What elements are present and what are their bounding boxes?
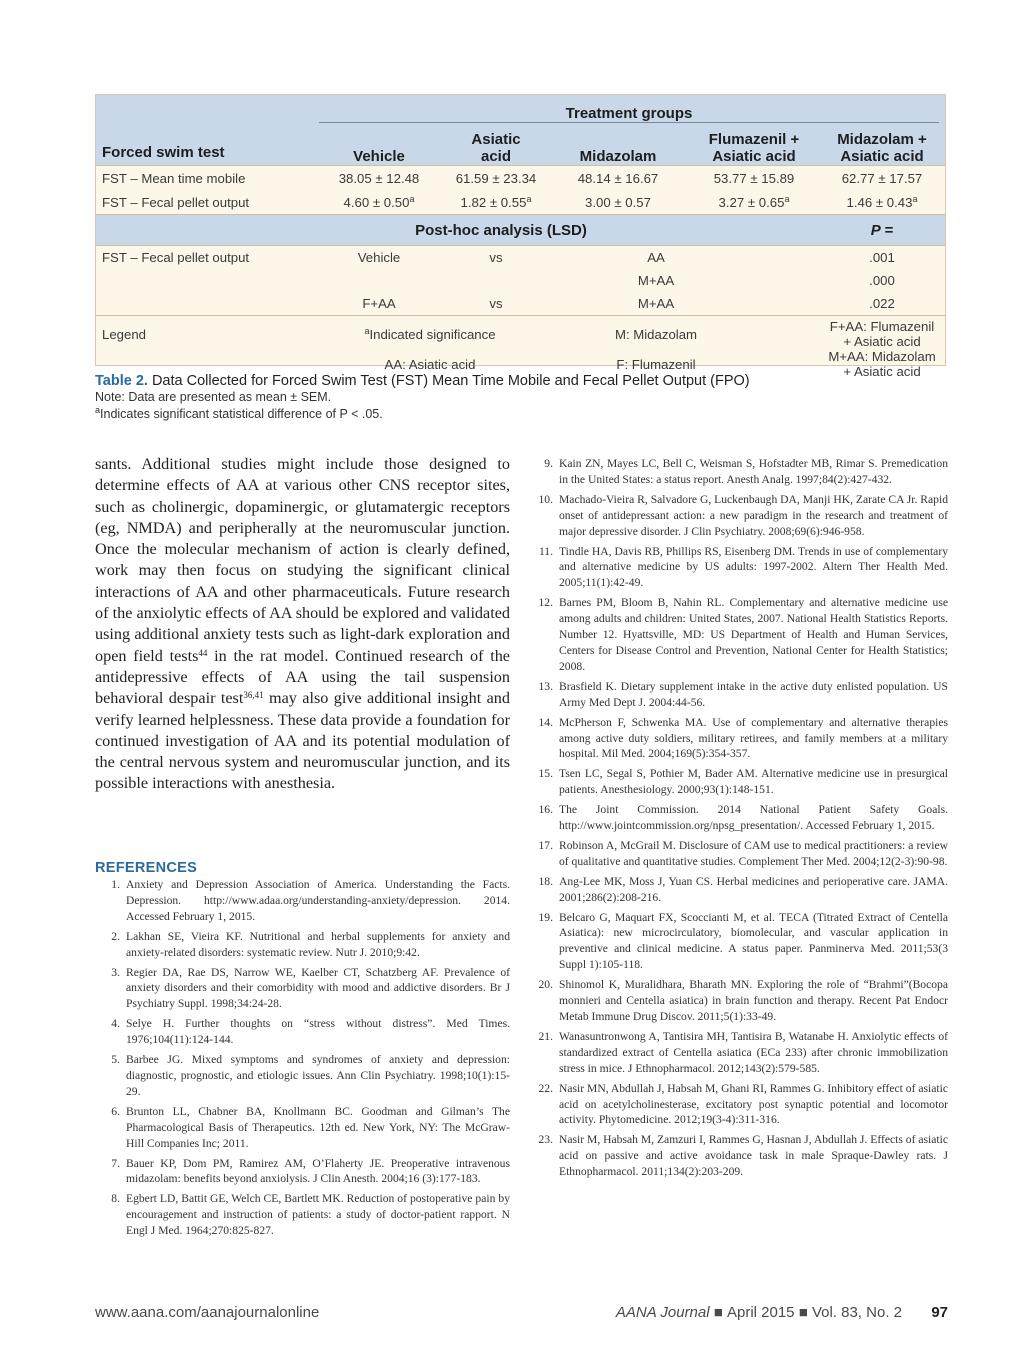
list-item: 12. Barnes PM, Bloom B, Nahin RL. Complementary and alternative medicine use among adults and children: United States, 2007. National Health Statistics Reports. Number 12. Hyattsville, MD: US Department of Health and Human Services, Centers for Disease Control and Prevention, National Center for Health Statistics; 2008. (538, 596, 948, 673)
cell: 3.27 ± 0.65 (718, 194, 785, 210)
sig-mark: a (526, 193, 532, 204)
row-label: FST – Mean time mobile (96, 166, 313, 191)
separator-icon: ■ (798, 1304, 808, 1321)
cell: 61.59 ± 23.34 (445, 166, 547, 191)
treatment-groups-label: Treatment groups (319, 105, 939, 123)
cell (313, 269, 445, 292)
table-row (96, 269, 945, 292)
list-item: 16. The Joint Commission. 2014 National Patient Safety Goals. http://www.jointcommission.org/npsg_presentation/. Accessed February 1, 2015. (538, 803, 948, 833)
sig-mark: a (95, 405, 101, 415)
list-item: 15. Tsen LC, Segal S, Pothier M, Bader AM. Alternative medicine use in presurgical patients. Anesthesiology. 2000;93(1):148-151. (538, 767, 948, 797)
cell: F+AA (362, 296, 396, 311)
list-item: 20. Shinomol K, Muralidhara, Bharath MN. Exploring the role of “Brahmi”(Bocopa monnieri and Centella asiatica) in brain function and therapy. Recent Pat Endocr Metab Immune Drug Discov. 2011;5(1):33-49. (538, 978, 948, 1023)
cell: 38.05 ± 12.48 (313, 166, 445, 191)
col-vehicle: Vehicle (353, 148, 405, 165)
list-item: 4. Selye H. Further thoughts on “stress without distress”. Med Times. 1976;104(11):124-144. (111, 1017, 510, 1047)
list-item: 13. Brasfield K. Dietary supplement intake in the active duty enlisted population. US Army Med Dept J. 2004:44-56. (538, 679, 948, 709)
posthoc-label: Post-hoc analysis (LSD) (313, 215, 689, 246)
table-row (96, 292, 945, 316)
sig-mark: a (364, 325, 370, 336)
cell: 3.00 ± 0.57 (585, 194, 651, 210)
list-item: 19. Belcaro G, Maquart FX, Scoccianti M, et al. TECA (Titrated Extract of Centella Asiatica): new microcirculatory, biomolecular, and vascular application in preventive and clinical medicine. A status paper. Panminerva Med. 2011;53(3 Suppl 1):105-118. (538, 910, 948, 972)
journal-url[interactable]: www.aana.com/aanajournalonline (95, 1304, 320, 1321)
legend-sig: Indicated significance (369, 326, 496, 342)
cell: vs (489, 296, 503, 311)
cell (445, 269, 547, 292)
table-row (96, 166, 945, 191)
col-flumazenil-aa: Flumazenil + Asiatic acid (708, 131, 800, 165)
list-item: 6. Brunton LL, Chabner BA, Knollmann BC. Goodman and Gilman’s The Pharmacological Basis of Therapeutics. 12th ed. New York, NY: The McGraw-Hill Companies Inc; 2011. (111, 1104, 510, 1150)
legend-maa: M+AA: Midazolam + Asiatic acid (828, 349, 936, 379)
references-right (528, 456, 948, 1184)
list-item: 14. McPherson F, Schwenka MA. Use of complementary and alternative therapies among active duty soldiers, military retirees, and family members at a military hospital. Mil Med. 2004;169(5):354-357. (538, 715, 948, 761)
cell: Vehicle (357, 250, 401, 265)
table-row (96, 190, 945, 215)
cell: 1.82 ± 0.55 (460, 194, 527, 210)
list-item: 18. Ang-Lee MK, Moss J, Yuan CS. Herbal medicines and perioperative care. JAMA. 2001;286(2):208-216. (538, 874, 948, 904)
references-heading: REFERENCES (95, 860, 198, 876)
cell: AA (647, 250, 665, 265)
cell: 62.77 ± 17.57 (819, 166, 945, 191)
cell: vs (489, 250, 503, 265)
list-item: 23. Nasir M, Habsah M, Zamzuri I, Rammes G, Hasnan J, Abdullah J. Effects of asiatic acid on passive and active avoidance task in male Spraque-Dawley rats. J Ethnopharmacol. 2011;134(2):203-209. (538, 1133, 948, 1179)
sig-mark: a (912, 193, 918, 204)
list-item: 7. Bauer KP, Dom PM, Ramirez AM, O’Flaherty JE. Preoperative intravenous midazolam: benefits beyond anxiolysis. J Clin Anesth. 2004;16 (3):177-183. (111, 1156, 510, 1186)
p-label: P = (819, 215, 945, 246)
cell: .001 (869, 250, 895, 265)
cell: 48.14 ± 16.67 (547, 166, 689, 191)
list-item: 21. Wanasuntronwong A, Tantisira MH, Tantisira B, Watanabe H. Anxiolytic effects of standardized extract of Centella asiatica (ECa 233) after chronic immobilization stress in mice. J Ethnopharmacol. 2012;143(2):579-585. (538, 1029, 948, 1075)
legend-label: Legend (96, 316, 313, 350)
row-label: FST – Fecal pellet output (102, 194, 250, 210)
references-left (95, 877, 510, 1243)
cell: M+AA (637, 273, 675, 288)
separator-icon: ■ (713, 1304, 723, 1321)
col-midazolam-aa: Midazolam + Asiatic acid (837, 131, 927, 165)
caption-label: Table 2. (95, 373, 148, 389)
caption-title: Data Collected for Forced Swim Test (FST) Mean Time Mobile and Fecal Pellet Output (FPO) (151, 373, 750, 389)
issue-date: April 2015 (726, 1304, 795, 1321)
cell: 53.77 ± 15.89 (689, 166, 819, 191)
legend-m: M: Midazolam (547, 316, 819, 350)
col-asiatic-acid: Asiatic acid (471, 131, 521, 165)
sig-mark: a (409, 193, 415, 204)
journal-name: AANA Journal (615, 1304, 710, 1321)
cell: .000 (869, 273, 895, 288)
col-midazolam: Midazolam (579, 148, 657, 165)
table-row (96, 246, 945, 270)
sig-mark: a (784, 193, 790, 204)
legend-row (96, 316, 945, 350)
list-item: 2. Lakhan SE, Vieira KF. Nutritional and herbal supplements for anxiety and anxiety-related disorders: systematic review. Nutr J. 2010;9:42. (111, 929, 510, 959)
citation: 36,41 (243, 690, 264, 701)
data-table (95, 94, 946, 379)
body-paragraph: sants. Additional studies might include those designed to determine effects of AA at various other CNS receptor sites, such as cholinergic, dopaminergic, or glutamatergic receptors (eg, NMDA) and peripherally at the neuromuscular junction. Once the molecular mechanism of action is clearly defined, work may then focus on studying the significant clinical interactions of AA and other pharmaceuticals. Future research of the anxiolytic effects of AA should be explored and validated using additional anxiety tests such as light-dark exploration and open field tests$^{44}$ in the rat model. Continued research of the antidepressive effects of AA using the tail suspension behavioral despair test$^{36,41}$ may also give additional insight and verify learned helplessness. These data provide a foundation for continued investigation of AA and its potential modulation of the central nervous system and neuromuscular junction, and its possible interactions with anesthesia. (95, 455, 510, 793)
row-header: Forced swim test (102, 144, 225, 161)
legend-f: F: Flumazenil (616, 356, 696, 372)
table-caption (95, 373, 955, 423)
list-item: 11. Tindle HA, Davis RB, Phillips RS, Eisenberg DM. Trends in use of complementary and alternative medicine by US adults: 1997-2002. Altern Ther Health Med. 2005;11(1):42-49. (538, 544, 948, 590)
caption-footnote: Indicates significant statistical difference of P < .05. (100, 407, 383, 421)
list-item: 10. Machado-Vieira R, Salvadore G, Luckenbaugh DA, Manji HK, Zarate CA Jr. Rapid onset of antidepressant action: a new paradigm in the research and treatment of major depressive disorder. J Clin Psychiatry. 2008;69(6):946-958. (538, 492, 948, 538)
caption-note: Note: Data are presented as mean ± SEM. (95, 390, 332, 404)
list-item: 9. Kain ZN, Mayes LC, Bell C, Weisman S, Hofstadter MB, Rimar S. Premedication in the United States: a status report. Anesth Analg. 1997;84(2):427-432. (544, 457, 948, 486)
cell: M+AA (637, 296, 675, 311)
row-label: FST – Fecal pellet output (102, 250, 250, 265)
legend-faa: F+AA: Flumazenil + Asiatic acid (819, 316, 945, 350)
cell: 1.46 ± 0.43 (846, 194, 913, 210)
citation: 44 (198, 647, 208, 658)
cell: 4.60 ± 0.50 (343, 194, 410, 210)
volume: Vol. 83, No. 2 (811, 1304, 902, 1321)
list-item: 22. Nasir MN, Abdullah J, Habsah M, Ghani RI, Rammes G. Inhibitory effect of asiatic acid on acetylcholinesterase, excitatory post synaptic potential and locomotor activity. Phytomedicine. 2012;19(3-4):311-316. (538, 1081, 948, 1127)
list-item: 8. Egbert LD, Battit GE, Welch CE, Bartlett MK. Reduction of postoperative pain by encouragement and instruction of patients: a study of doctor-patient rapport. N Engl J Med. 1964;270:825-827. (111, 1192, 510, 1238)
legend-aa: AA: Asiatic acid (384, 356, 476, 372)
list-item: 17. Robinson A, McGrail M. Disclosure of CAM use to medical practitioners: a review of qualitative and quantitative studies. Complement Ther Med. 2004;12(2-3):90-98. (538, 838, 948, 868)
list-item: 1. Anxiety and Depression Association of America. Understanding the Facts. Depression. http://www.adaa.org/understanding-anxiety/depression. 2014. Accessed February 1, 2015. (111, 878, 510, 923)
list-item: 5. Barbee JG. Mixed symptoms and syndromes of anxiety and depression: diagnostic, prognostic, and etiologic issues. Ann Clin Psychiatry. 1998;10(1):15-29. (111, 1053, 510, 1098)
cell: .022 (869, 296, 895, 311)
page-number: 97 (931, 1304, 948, 1321)
list-item: 3. Regier DA, Rae DS, Narrow WE, Kaelber CT, Schatzberg AF. Prevalence of anxiety disorders and their comorbidity with mood and addictive disorders. Br J Psychiatry Suppl. 1998;34:24-28. (111, 965, 510, 1011)
